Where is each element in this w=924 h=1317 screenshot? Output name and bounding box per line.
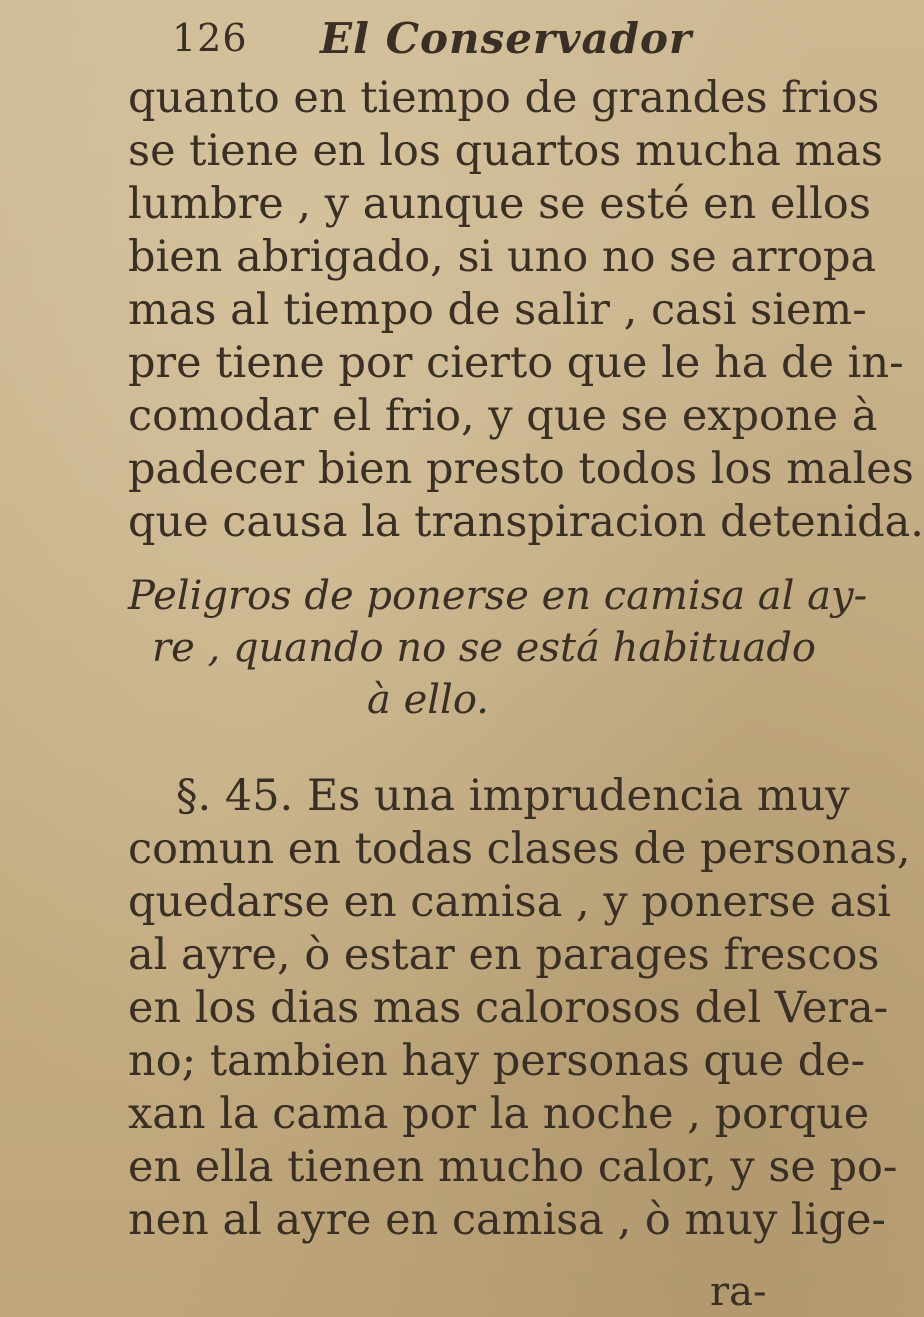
text-line: se tiene en los quartos mucha mas [128, 126, 883, 176]
running-title: El Conservador [320, 14, 693, 63]
heading-line: re , quando no se está habituado [152, 625, 817, 671]
text-line: pre tiene por cierto que le ha de in- [128, 338, 904, 388]
text-line: quedarse en camisa , y ponerse asi [128, 877, 892, 927]
text-line: nen al ayre en camisa , ò muy lige- [128, 1195, 886, 1245]
paragraph-1 [128, 72, 924, 549]
text-line: xan la cama por la noche , porque [128, 1089, 870, 1139]
text-line: lumbre , y aunque se esté en ellos [128, 179, 871, 229]
text-line: §. 45. Es una imprudencia muy [176, 771, 850, 821]
text-line: bien abrigado, si uno no se arropa [128, 232, 877, 282]
text-line: en ella tienen mucho calor, y se po- [128, 1142, 898, 1192]
text-line: padecer bien presto todos los males [128, 444, 914, 494]
running-head [172, 6, 732, 70]
text-line: quanto en tiempo de grandes frios [128, 73, 880, 123]
page-number: 126 [172, 16, 248, 60]
text-line: que causa la transpiracion detenida. [128, 497, 924, 547]
text-line: no; tambien hay personas que de- [128, 1036, 866, 1086]
text-line: comun en todas clases de personas, [128, 824, 911, 874]
text-line: comodar el frio, y que se expone à [128, 391, 878, 441]
heading-line: Peligros de ponerse en camisa al ay- [128, 573, 868, 619]
section-heading [128, 570, 868, 726]
text-line: en los dias mas calorosos del Vera- [128, 983, 889, 1033]
heading-line: à ello. [367, 677, 489, 723]
text-line: al ayre, ò estar en parages frescos [128, 930, 880, 980]
catchword: ra- [710, 1269, 767, 1315]
paragraph-2 [128, 770, 911, 1247]
text-line: mas al tiempo de salir , casi siem- [128, 285, 867, 335]
